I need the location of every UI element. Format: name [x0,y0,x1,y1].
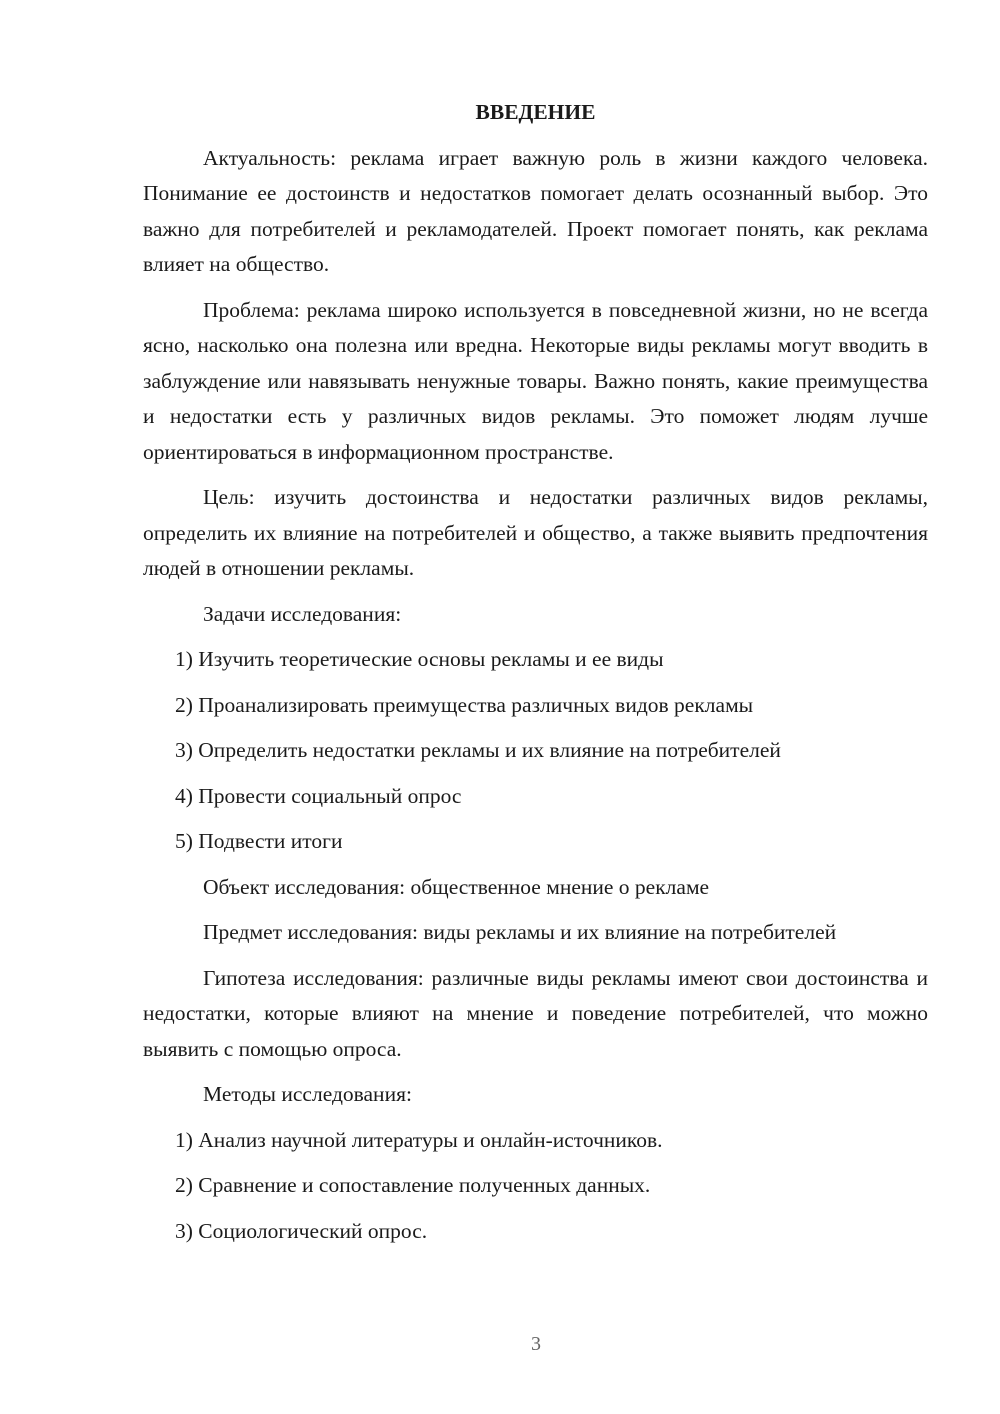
tasks-heading: Задачи исследования: [203,601,402,626]
task-item: 1) Изучить теоретические основы рекламы и ее виды [175,647,664,671]
page-number: 3 [531,1333,541,1355]
object-paragraph: Объект исследования: общественное мнение о рекламе [203,874,710,899]
subject-paragraph: Предмет исследования: виды рекламы и их влияние на потребителей [203,920,837,944]
task-item: 4) Провести социальный опрос [175,783,462,808]
method-item: 3) Социологический опрос. [175,1218,428,1243]
method-item: 1) Анализ научной литературы и онлайн-источников. [175,1127,663,1152]
section-title: ВВЕДЕНИЕ [475,100,596,124]
method-item: 2) Сравнение и сопоставление полученных данных. [175,1173,651,1197]
hypothesis-paragraph: Гипотеза исследования: различные виды рекламы имеют свои достоинства и недостатки, которые влияют на мнение и поведение потребителей, что можно выявить с помощью опроса. [143,965,928,1061]
methods-heading: Методы исследования: [203,1082,412,1106]
task-item: 3) Определить недостатки рекламы и их влияние на потребителей [175,738,781,762]
task-item: 2) Проанализировать преимущества различных видов рекламы [175,692,754,717]
goal-paragraph: Цель: изучить достоинства и недостатки различных видов рекламы, определить их влияние на потребителей и общество, а также выявить предпочтения людей в отношении рекламы. [143,485,928,580]
document-page [143,95,928,1259]
task-item: 5) Подвести итоги [175,829,343,853]
problem-paragraph: Проблема: реклама широко используется в повседневной жизни, но не всегда ясно, насколько она полезна или вредна. Некоторые виды рекламы могут вводить в заблуждение или навязывать ненужные товары. Важно понять, какие преимущества и недостатки есть у различных видов рекламы. Это поможет людям лучше ориентироваться в информационном пространстве. [143,297,928,464]
relevance-paragraph: Актуальность: реклама играет важную роль в жизни каждого человека. Понимание ее достоинств и недостатков помогает делать осознанный выбор. Это важно для потребителей и рекламодателей. Проект помогает понять, как реклама влияет на общество. [143,145,928,276]
